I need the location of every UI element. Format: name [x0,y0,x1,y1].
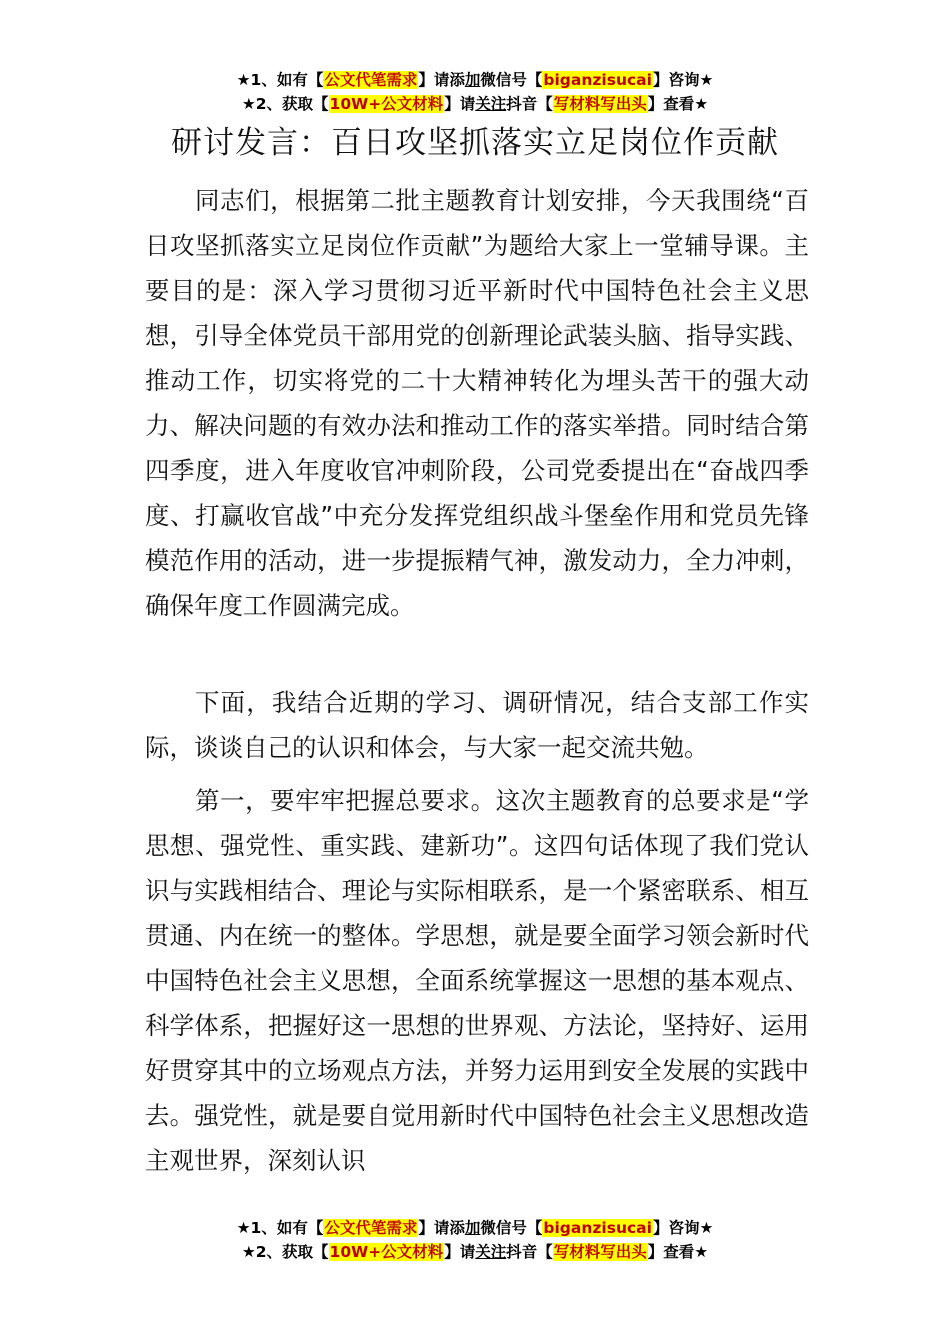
banner-line-2 [0,1240,950,1264]
banner-text: 】咨询★ [652,1219,714,1237]
banner-text: 微信号【 [480,71,543,89]
banner-text: 抖音【 [506,95,553,113]
highlight-wechat-id: biganzisucai [543,71,652,89]
banner-text: 抖音【 [506,1243,553,1261]
banner-text-underlined: 加 [464,1219,481,1237]
paragraph-intro: 同志们，根据第二批主题教育计划安排，今天我围绕“百日攻坚抓落实立足岗位作贡献”为题给大家上一堂辅导课。主要目的是：深入学习贯彻习近平新时代中国特色社会主义思想，引导全体党员干部用党的创新理论武装头脑、指导实践、推动工作，切实将党的二十大精神转化为埋头苦干的强大动力、解决问题的有效办法和推动工作的落实举措。同时结合第四季度，进入年度收官冲刺阶段，公司党委提出在“奋战四季度、打赢收官战”中充分发挥党组织战斗堡垒作用和党员先锋模范作用的活动，进一步提振精气神，激发动力，全力冲刺，确保年度工作圆满完成。 [145,186,809,620]
highlight-douyin: 写材料写出头 [553,1243,647,1261]
highlight-douyin: 写材料写出头 [553,95,647,113]
banner-text: 】请添 [418,71,465,89]
banner-text-underlined: 加 [464,71,481,89]
banner-text: 】查看★ [647,1243,709,1261]
banner-text: ★2、获取【 [241,95,329,113]
footer-banner [0,1216,950,1264]
banner-text: 】请添 [418,1219,465,1237]
banner-text: 】请 [444,95,476,113]
banner-text: 】请 [444,1243,476,1261]
banner-text: 】查看★ [647,95,709,113]
banner-line-1 [0,68,950,92]
header-banner [0,68,950,116]
banner-line-1 [0,1216,950,1240]
highlight-materials: 10W+公文材料 [329,1243,444,1261]
paragraph-first-point: 第一，要牢牢把握总要求。这次主题教育的总要求是“学思想、强党性、重实践、建新功”。这四句话体现了我们党认识与实践相结合、理论与实际相联系，是一个紧密联系、相互贯通、内在统一的整体。学思想，就是要全面学习领会新时代中国特色社会主义思想，全面系统掌握这一思想的基本观点、科学体系，把握好这一思想的世界观、方法论，坚持好、运用好贯穿其中的立场观点方法，并努力运用到安全发展的实践中去。强党性，就是要自觉用新时代中国特色社会主义思想改造主观世界，深刻认识 [145,786,809,1175]
banner-text-underlined: 关注 [475,95,507,113]
banner-text: 微信号【 [480,1219,543,1237]
paragraph-transition: 下面，我结合近期的学习、调研情况，结合支部工作实际，谈谈自己的认识和体会，与大家一起交流共勉。 [145,688,809,762]
highlight-wechat-id: biganzisucai [543,1219,652,1237]
banner-text: ★2、获取【 [241,1243,329,1261]
document-title: 研讨发言：百日攻坚抓落实立足岗位作贡献 [171,125,779,161]
banner-line-2 [0,92,950,116]
highlight-service: 公文代笔需求 [324,1219,418,1237]
banner-text: 】咨询★ [652,71,714,89]
highlight-materials: 10W+公文材料 [329,95,444,113]
banner-text: ★1、如有【 [236,1219,324,1237]
banner-text-underlined: 关注 [475,1243,507,1261]
banner-text: ★1、如有【 [236,71,324,89]
highlight-service: 公文代笔需求 [324,71,418,89]
